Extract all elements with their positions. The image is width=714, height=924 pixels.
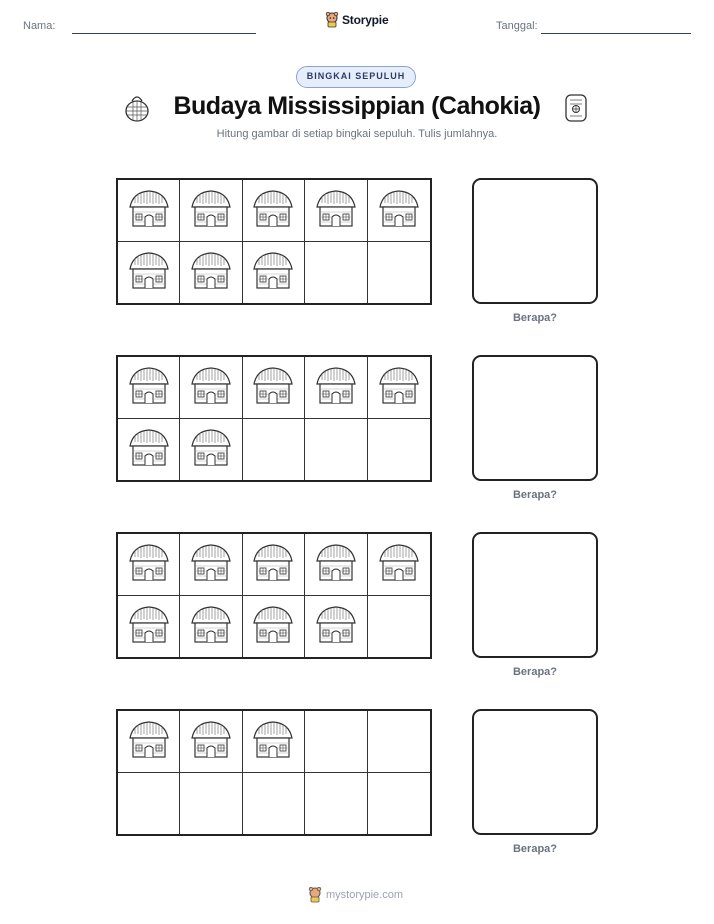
ten-frame-cell [305, 242, 367, 304]
ten-frame-cell [305, 596, 367, 658]
thatched-hut-icon [314, 542, 358, 587]
ten-frame-cell [243, 773, 305, 835]
thatched-hut-icon [251, 188, 295, 233]
ten-frame-cell [305, 419, 367, 481]
thatched-hut-icon [127, 604, 171, 649]
ten-frame-cell [118, 242, 180, 304]
thatched-hut-icon [189, 427, 233, 472]
ten-frame-cell [118, 773, 180, 835]
ten-frame-cell [118, 596, 180, 658]
ten-frame-1 [116, 178, 432, 305]
ten-frame-cell [368, 773, 430, 835]
thatched-hut-icon [314, 604, 358, 649]
thatched-hut-icon [127, 719, 171, 764]
footer-url: mystorypie.com [326, 889, 404, 901]
ten-frame-cell [243, 357, 305, 419]
ten-frame-cell [180, 419, 242, 481]
ten-frame-4 [116, 709, 432, 836]
thatched-hut-icon [314, 188, 358, 233]
footer [308, 887, 403, 903]
thatched-hut-icon [127, 188, 171, 233]
ten-frame-cell [243, 419, 305, 481]
ten-frame-cell [243, 180, 305, 242]
answer-box-1[interactable] [472, 178, 598, 304]
date-field[interactable] [541, 33, 691, 34]
thatched-hut-icon [251, 604, 295, 649]
ten-frame-cell [118, 534, 180, 596]
thatched-hut-icon [251, 250, 295, 295]
thatched-hut-icon [189, 542, 233, 587]
thatched-hut-icon [251, 542, 295, 587]
thatched-hut-icon [189, 365, 233, 410]
thatched-hut-icon [127, 365, 171, 410]
answer-box-4[interactable] [472, 709, 598, 835]
ten-frame-cell [243, 596, 305, 658]
thatched-hut-icon [127, 250, 171, 295]
name-label: Nama: [23, 20, 56, 32]
ten-frame-cell [305, 534, 367, 596]
ten-frame-cell [118, 357, 180, 419]
ten-frame-cell [118, 419, 180, 481]
thatched-hut-icon [189, 604, 233, 649]
answer-box-2[interactable] [472, 355, 598, 481]
ten-frame-cell [180, 242, 242, 304]
ten-frame-cell [243, 242, 305, 304]
ten-frame-cell [180, 534, 242, 596]
brand-name: Storypie [342, 13, 389, 27]
thatched-hut-icon [377, 365, 421, 410]
ten-frame-cell [368, 242, 430, 304]
answer-label-3: Berapa? [512, 666, 558, 678]
date-label: Tanggal: [496, 20, 538, 32]
worksheet-type-badge: BINGKAI SEPULUH [296, 66, 416, 88]
brand-logo [325, 12, 388, 28]
ten-frame-cell [368, 180, 430, 242]
ten-frame-cell [180, 180, 242, 242]
thatched-hut-icon [314, 365, 358, 410]
ten-frame-cell [180, 711, 242, 773]
ten-frame-cell [368, 596, 430, 658]
thatched-hut-icon [189, 719, 233, 764]
ten-frame-cell [305, 773, 367, 835]
thatched-hut-icon [377, 188, 421, 233]
thatched-hut-icon [189, 188, 233, 233]
thatched-hut-icon [251, 719, 295, 764]
ten-frame-cell [368, 711, 430, 773]
answer-label-1: Berapa? [512, 312, 558, 324]
ten-frame-cell [305, 357, 367, 419]
name-field[interactable] [72, 33, 256, 34]
ten-frame-cell [118, 180, 180, 242]
ten-frame-cell [368, 357, 430, 419]
page-title: Budaya Mississippian (Cahokia) [173, 92, 541, 120]
ten-frame-cell [180, 357, 242, 419]
ten-frame-cell [243, 711, 305, 773]
answer-label-2: Berapa? [512, 489, 558, 501]
ten-frame-cell [118, 711, 180, 773]
ten-frame-3 [116, 532, 432, 659]
thatched-hut-icon [127, 542, 171, 587]
storypie-mascot-icon [308, 887, 322, 903]
thatched-hut-icon [251, 365, 295, 410]
stone-tablet-icon [563, 93, 589, 128]
ten-frame-cell [305, 180, 367, 242]
ten-frame-cell [368, 419, 430, 481]
thatched-hut-icon [377, 542, 421, 587]
thatched-hut-icon [189, 250, 233, 295]
ten-frame-cell [243, 534, 305, 596]
ten-frame-cell [305, 711, 367, 773]
ten-frame-2 [116, 355, 432, 482]
answer-label-4: Berapa? [512, 843, 558, 855]
ten-frame-cell [180, 773, 242, 835]
ten-frame-cell [180, 596, 242, 658]
instructions: Hitung gambar di setiap bingkai sepuluh. Tulis jumlahnya. [216, 128, 498, 140]
storypie-mascot-icon [325, 12, 339, 28]
ten-frame-cell [368, 534, 430, 596]
answer-box-3[interactable] [472, 532, 598, 658]
thatched-hut-icon [127, 427, 171, 472]
